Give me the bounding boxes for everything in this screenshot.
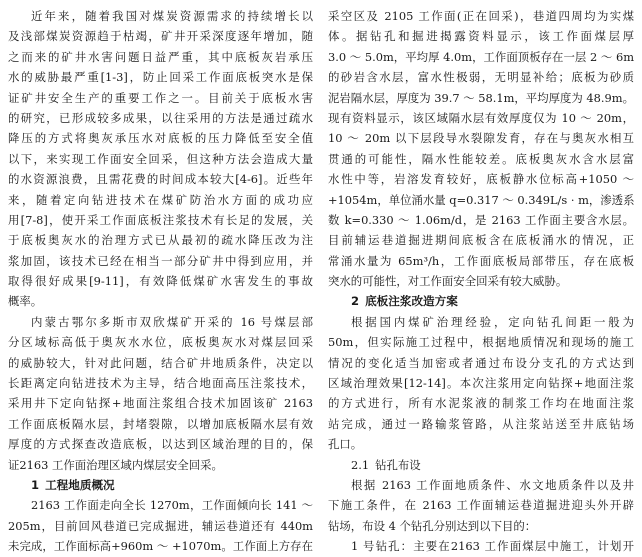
section-title: 底板注浆改造方案 [365, 294, 458, 309]
section-title: 工程地质概况 [45, 477, 115, 492]
text-line: 于底板奥灰水的治理方式已从最初的疏水降压改为注 [8, 233, 313, 248]
text-line: 常涌水量为 65m³/h，工作面底板局部带压，存在底板 [328, 253, 634, 268]
text-line: 浆加固，该技术已经在相当一部分矿井中得到应用，并 [8, 253, 313, 268]
text-line: +1054m，单位涌水量 q=0.317 ～ 0.349L/s · m，渗透系 [328, 192, 634, 207]
text-line: 采用井下定向钻探+地面注浆组合技术加固该矿 2163 [8, 396, 313, 411]
subsection-title: 钻孔布设 [375, 457, 421, 472]
text-line: 的威胁较大，针对此问题，结合矿井地质条件，决定以 [8, 355, 313, 370]
text-line: 分区域标高低于奥灰水水位，底板奥灰水对煤层回采 [8, 335, 313, 350]
text-line: 之而来的矿井水害问题日益严重，其中底板灰岩承压 [8, 49, 313, 64]
text-line: 孔口。 [328, 437, 363, 452]
text-line: 取得很好成果[9-11]，有效降低煤矿水害发生的事故 [8, 274, 313, 289]
section-heading [8, 475, 313, 495]
text-line: 未完成，工作面标高+960m ～ +1070m。工作面上方存在 [8, 539, 313, 554]
text-line: 2163 工作面走向全长 1270m，工作面倾向长 141 ～ [31, 498, 313, 513]
text-line: 区域治理效果[12-14]。本次注浆用定向钻探+地面注浆 [328, 376, 634, 391]
text-line: 概率。 [8, 294, 43, 309]
borehole-paragraph [328, 475, 634, 536]
geology-paragraph [8, 495, 313, 556]
text-line: 水的威胁最严重[1-3]，防止回采工作面底板突水是保 [8, 70, 313, 85]
section-number: 2 [351, 294, 360, 309]
text-line: 目前辅运巷道掘进期间底板含在底板涌水的情况，正 [328, 233, 634, 248]
grouting-paragraph [328, 312, 634, 455]
text-line: 以下，来实现工作面安全回采，但这种方法会造成大量 [8, 151, 313, 166]
text-line: 贯通的可能性，隔水性能较差。底板奥灰水含水层富 [328, 151, 634, 166]
text-line: 内蒙古鄂尔多斯市双欣煤矿开采的 16 号煤层部 [31, 314, 313, 329]
text-line: 1 号钻孔：主要在2163 工作面煤层中施工，计划开 [351, 539, 634, 554]
text-line: 钻场，布设 4 个钻孔分别达到以下目的： [328, 518, 537, 533]
text-line: 数 k=0.330 ～ 1.06m/d，是 2163 工作面主要含水层。 [328, 212, 634, 227]
text-line: 证2163 工作面治理区域内煤层安全回采。 [8, 457, 223, 472]
left-column [8, 6, 313, 557]
text-line: 根据国内煤矿治理经验，定向钻孔间距一般为 [351, 314, 634, 329]
text-line: 的方式进行，所有水泥浆液的制浆工作均在地面注浆 [328, 396, 634, 411]
text-line: 根据 2163 工作面地质条件、水文地质条件以及井 [351, 477, 634, 492]
text-line: 厚度的方式探查改造底板，以达到区域治理的目的，保 [8, 437, 313, 452]
text-line: 站完成，通过一路输浆管路，从注浆站送至井底钻场 [328, 416, 634, 431]
text-line: 泥岩隔水层，厚度为 39.7 ～ 58.1m，平均厚度为 48.9m。 [328, 90, 634, 105]
subsection-heading [328, 455, 634, 475]
text-line: 的砂岩含水层，富水性极弱，无明显补给；底板为砂质 [328, 70, 634, 85]
text-line: 的水资源浪费，且需花费的时间成本较大[4-6]。近些年 [8, 172, 313, 187]
text-line: 的研究，已形成较多成果，以往采用的方法是通过疏水 [8, 110, 313, 125]
text-line: 突水的可能性，对工作面安全回采有较大威胁。 [328, 274, 568, 289]
section-heading [328, 291, 634, 311]
text-line: 采空区及 2105 工作面(正在回采)，巷道四周均为实煤 [328, 9, 634, 23]
section-number: 1 [31, 477, 40, 492]
text-line: 来，随着定向钻进技术在煤矿防治水方面的成功应 [8, 192, 313, 207]
text-line: 长距离定向钻进技术为主导，结合地面高压注浆技术， [8, 376, 313, 391]
text-line: 下施工条件，在 2163 工作面辅运巷道掘进迎头外开辟 [328, 498, 634, 513]
text-line: 情况的变化适当加密或者通过布设分支孔的方式达到 [328, 355, 634, 370]
text-line: 205m，目前回风巷道已完成掘进，辅运巷道还有 440m [8, 518, 313, 533]
text-line: 降压的方式将奥灰承压水对底板的压力降低至安全值 [8, 131, 313, 146]
geology-paragraph-continued [328, 6, 634, 291]
text-line: 及浅部煤炭资源趋于枯竭，矿井开采深度逐年增加，随 [8, 29, 313, 44]
text-line: 体。据钻孔和掘进揭露资料显示，该工作面煤层厚 [328, 29, 634, 44]
text-line: 近年来，随着我国对煤炭资源需求的持续增长以 [31, 9, 313, 23]
subsection-number: 2.1 [351, 457, 370, 472]
text-line: 50m，但实际施工过程中，根据地质情况和现场的施工 [328, 335, 634, 350]
intro-paragraph [8, 6, 313, 312]
project-paragraph [8, 312, 313, 475]
text-line: 3.0 ～ 5.0m，平均厚 4.0m，工作面顶板存在一层 2 ～ 6m [328, 49, 634, 64]
text-line: 水性中等，岩溶发育较好，底板静水位标高+1050 ～ [328, 172, 634, 187]
text-line: 10 ～ 20m 以下层段导水裂隙发育，存在与奥灰水相互 [328, 131, 634, 146]
text-line: 现有资料显示，该区域隔水层有效厚度仅为 10 ～ 20m， [328, 110, 634, 125]
right-column [328, 6, 634, 557]
text-line: 证矿井安全生产的重要工作之一。目前关于底板水害 [8, 90, 313, 105]
borehole-1-paragraph [328, 536, 634, 556]
text-line: 用[7-8]，使开采工作面底板注浆技术有长足的发展，关 [8, 212, 313, 227]
text-line: 工作面底板隔水层，封堵裂隙，以增加底板隔水层有效 [8, 416, 313, 431]
